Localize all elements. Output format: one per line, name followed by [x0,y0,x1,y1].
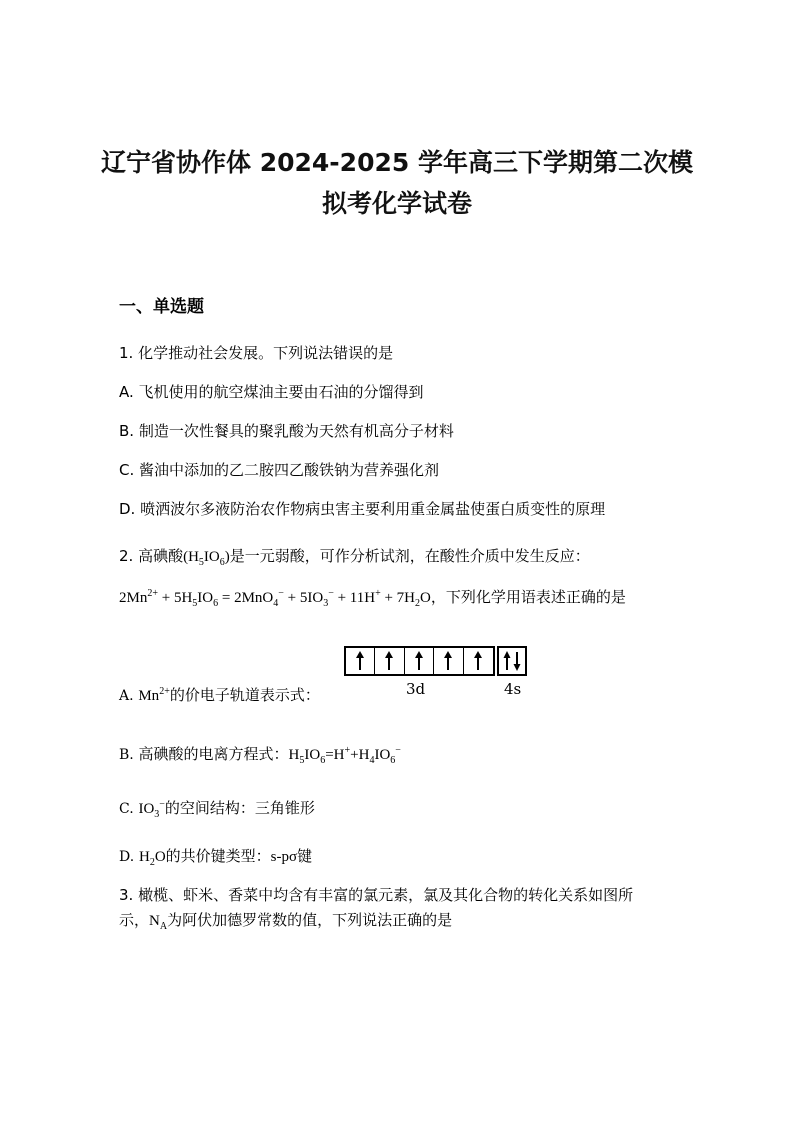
orbital-label-4s: 4s [504,680,522,698]
formula-na: $N_A$ [149,913,168,932]
question-2-option-d [119,845,312,868]
option-d-suffix: 键 [297,847,313,865]
question-2-stem-suffix: 是一元弱酸，可作分析试剂，在酸性介质中发生反应： [229,547,590,565]
orbital-cell-4s [499,648,525,674]
formula-h2o: $H_2O$ [138,849,166,868]
orbital-3d-box [344,646,495,676]
question-2-equation-line [119,586,626,609]
page-title-line-1: 辽宁省协作体 2024-2025 学年高三下学期第二次模 [101,148,693,177]
option-a-text: 的价电子轨道表示式： [169,686,320,704]
page-title-line-2: 拟考化学试卷 [321,189,472,218]
option-letter: D. [119,849,135,865]
orbital-label-3d: 3d [406,680,426,698]
question-1-stem: 1. 化学推动社会发展。下列说法错误的是 [119,344,394,362]
orbital-cell-3d-4 [434,648,463,674]
question-2-option-a [119,684,320,705]
up-arrow-icon [405,648,433,674]
up-down-arrows-icon [499,648,525,674]
question-3-line2-suffix: 为阿伏加德罗常数的值，下列说法正确的是 [167,911,453,929]
orbital-cell-3d-5 [464,648,493,674]
question-3-stem-line-2 [119,909,452,932]
question-3-line2-prefix: 示， [119,911,150,929]
up-arrow-icon [346,648,374,674]
option-c-text: 的空间结构：三角锥形 [164,799,315,817]
question-2-option-b [119,743,401,766]
question-1-option-c: C. 酱油中添加的乙二胺四乙酸铁钠为营养强化剂 [119,461,440,479]
question-2-option-c [119,797,315,820]
reaction-equation: $2Mn^{2+} + 5H_5IO_6 = 2MnO_4^- + 5IO_3^- + 11H^+ + 7H_2O$ [119,588,431,609]
option-d-text: 的共价键类型： [165,847,271,865]
question-2-equation-tail: ，下列化学用语表述正确的是 [430,588,626,606]
up-arrow-icon [464,648,492,674]
section-heading: 一、单选题 [119,297,204,317]
formula-mn2plus: $Mn^{2+}$ [138,686,170,704]
option-letter: A. [119,688,134,704]
orbital-4s-box [497,646,527,676]
option-letter: C. [119,801,134,817]
question-1-option-b: B. 制造一次性餐具的聚乳酸为天然有机高分子材料 [119,422,454,440]
up-arrow-icon [434,648,462,674]
question-2-stem [119,545,590,568]
formula-io3minus: $IO_3^-$ [138,799,165,820]
question-1-option-a: A. 飞机使用的航空煤油主要由石油的分馏得到 [119,383,424,401]
orbital-cell-3d-3 [405,648,434,674]
orbital-cell-3d-1 [346,648,375,674]
up-arrow-icon [375,648,403,674]
question-3-stem-line-1: 3. 橄榄、虾米、香菜中均含有丰富的氯元素，氯及其化合物的转化关系如图所 [119,886,634,904]
formula-ionization: $H_5IO_6=H^++H_4IO_6^-$ [288,745,401,766]
question-2-stem-prefix: 2. 高碘酸 [119,547,184,565]
formula-h5io6: $(H_5IO_6)$ [183,549,230,568]
question-1-option-d: D. 喷洒波尔多液防治农作物病虫害主要利用重金属盐使蛋白质变性的原理 [119,500,606,518]
bond-type: s-pσ [270,849,298,865]
option-letter: B. [119,747,134,763]
orbital-cell-3d-2 [375,648,404,674]
option-b-text: 高碘酸的电离方程式： [138,745,289,763]
